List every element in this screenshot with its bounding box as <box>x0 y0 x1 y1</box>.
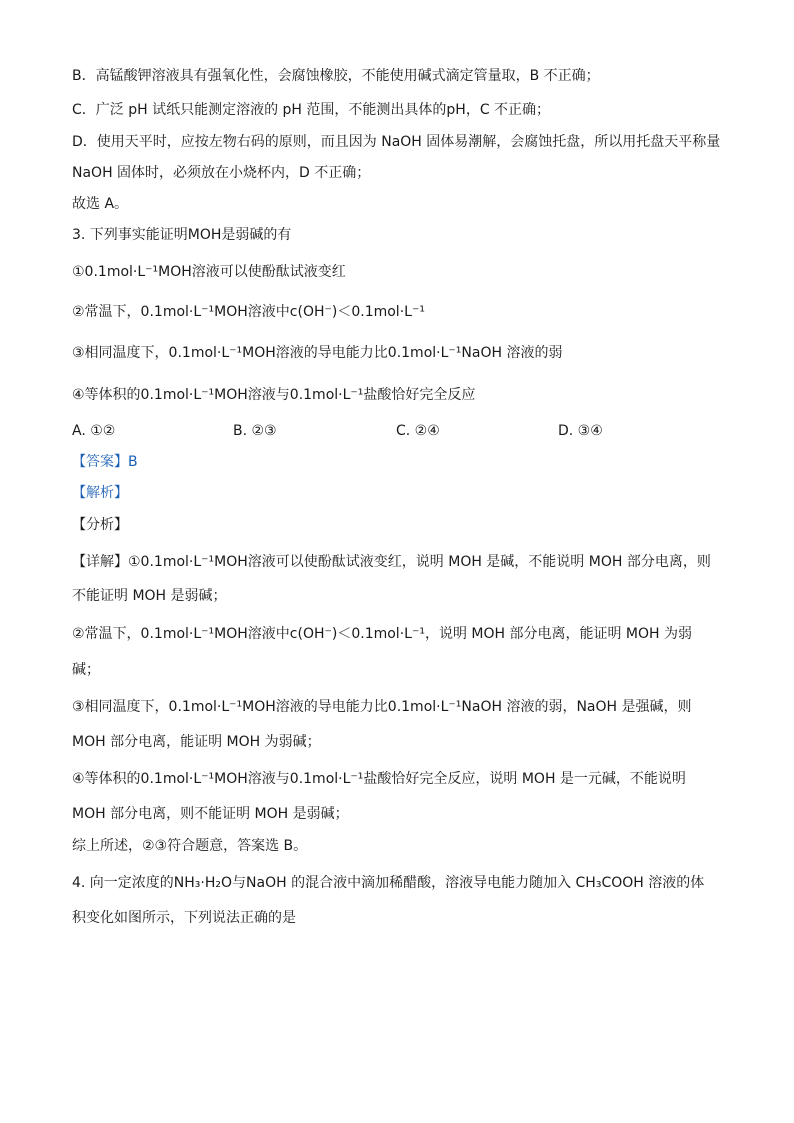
text-line: MOH 部分电离，则不能证明 MOH 是弱碱； <box>72 806 349 822</box>
answer-option: A. ①② <box>72 423 116 439</box>
text-line: ③相同温度下，0.1mol·L⁻¹MOH溶液的导电能力比0.1mol·L⁻¹NaOH 溶液的弱 <box>72 345 563 361</box>
text-line: 【分析】 <box>72 517 128 533</box>
text-line: 4. 向一定浓度的NH₃·H₂O与NaOH 的混合液中滴加稀醋酸，溶液导电能力随加入 CH₃COOH 溶液的体 <box>72 875 705 891</box>
text-line: 综上所述，②③符合题意，答案选 B。 <box>72 838 308 854</box>
answer-option: D. ③④ <box>558 423 603 439</box>
text-line: ④等体积的0.1mol·L⁻¹MOH溶液与0.1mol·L⁻¹盐酸恰好完全反应，说明 MOH 是一元碱，不能说明 <box>72 771 686 787</box>
text-line: ②常温下，0.1mol·L⁻¹MOH溶液中c(OH⁻)＜0.1mol·L⁻¹，说明 MOH 部分电离，能证明 MOH 为弱 <box>72 626 693 642</box>
text-line: D．使用天平时，应按左物右码的原则，而且因为 NaOH 固体易潮解，会腐蚀托盘，所以用托盘天平称量 <box>72 134 721 150</box>
text-line: 积变化如图所示，下列说法正确的是 <box>72 910 296 926</box>
text-line: 碱； <box>72 662 100 678</box>
text-line: ④等体积的0.1mol·L⁻¹MOH溶液与0.1mol·L⁻¹盐酸恰好完全反应 <box>72 387 476 403</box>
answer-option: C. ②④ <box>396 423 440 439</box>
text-line: MOH 部分电离，能证明 MOH 为弱碱； <box>72 734 321 750</box>
text-line: NaOH 固体时，必须放在小烧杯内，D 不正确； <box>72 165 371 181</box>
text-line: ①0.1mol·L⁻¹MOH溶液可以使酚酞试液变红 <box>72 264 346 280</box>
text-line: 【解析】 <box>72 485 128 501</box>
text-line: 3. 下列事实能证明MOH是弱碱的有 <box>72 227 292 243</box>
text-line: 故选 A。 <box>72 196 129 212</box>
text-line: B．高锰酸钾溶液具有强氧化性，会腐蚀橡胶，不能使用碱式滴定管量取，B 不正确； <box>72 68 600 84</box>
answer-option: B. ②③ <box>233 423 277 439</box>
text-line: 【答案】B <box>72 454 138 470</box>
text-line: ②常温下，0.1mol·L⁻¹MOH溶液中c(OH⁻)＜0.1mol·L⁻¹ <box>72 304 425 320</box>
text-line: ③相同温度下，0.1mol·L⁻¹MOH溶液的导电能力比0.1mol·L⁻¹NaOH 溶液的弱，NaOH 是强碱，则 <box>72 699 692 715</box>
text-line: 不能证明 MOH 是弱碱； <box>72 588 227 604</box>
text-line: C．广泛 pH 试纸只能测定溶液的 pH 范围，不能测出具体的pH，C 不正确； <box>72 102 551 118</box>
text-line: 【详解】①0.1mol·L⁻¹MOH溶液可以使酚酞试液变红，说明 MOH 是碱，不能说明 MOH 部分电离，则 <box>72 554 711 570</box>
